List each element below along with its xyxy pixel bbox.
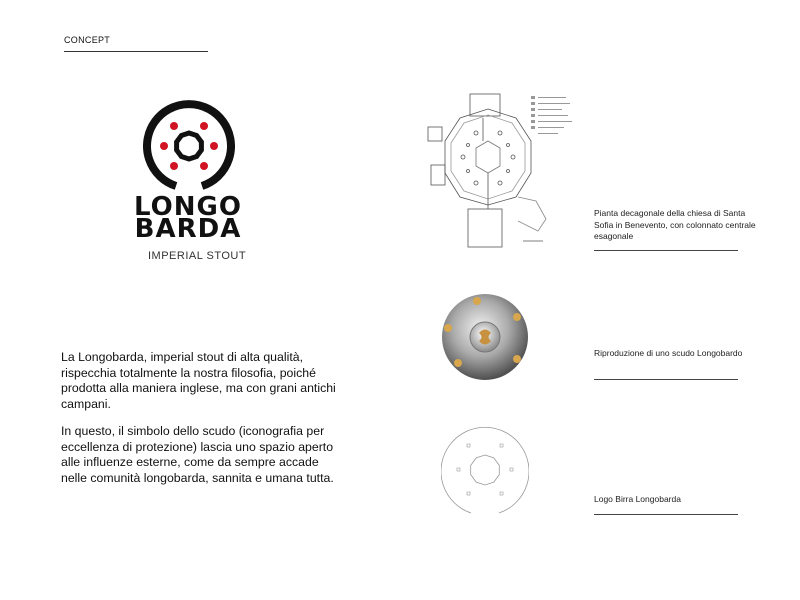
caption-shield: Riproduzione di uno scudo Longobardo xyxy=(594,348,743,358)
logo-outline-image xyxy=(441,425,529,517)
caption-plan: Pianta decagonale della chiesa di Santa Sofia in Benevento, con colonnato centrale esagonale xyxy=(594,208,756,241)
logo-wordmark-line1: LONGO xyxy=(134,192,242,222)
logo-subtitle: IMPERIAL STOUT xyxy=(148,250,247,262)
section-label: CONCEPT xyxy=(64,35,111,45)
concept-paragraph-1: La Longobarda, imperial stout di alta qualità, rispecchia totalmente la nostra filosofia, poiché prodotta alla maniera inglese, ma con grani antichi campani. xyxy=(61,350,336,411)
shield-image xyxy=(441,293,529,381)
logo-wordmark xyxy=(132,192,244,244)
logo-wordmark-line2: BARDA xyxy=(134,214,242,244)
header-divider xyxy=(64,51,208,52)
concept-paragraph-2: In questo, il simbolo dello scudo (iconografia per eccellenza di protezione) lascia uno spazio aperto alle influenze esterne, come da sempre accade nelle comunità longobarda, sannita e umana tutta. xyxy=(61,424,334,485)
caption-logo-divider xyxy=(594,514,738,515)
caption-logo: Logo Birra Longobarda xyxy=(594,494,681,504)
caption-shield-divider xyxy=(594,379,738,380)
floor-plan-image xyxy=(418,91,578,258)
longobarda-logo-icon xyxy=(143,100,235,192)
caption-plan-divider xyxy=(594,250,738,251)
